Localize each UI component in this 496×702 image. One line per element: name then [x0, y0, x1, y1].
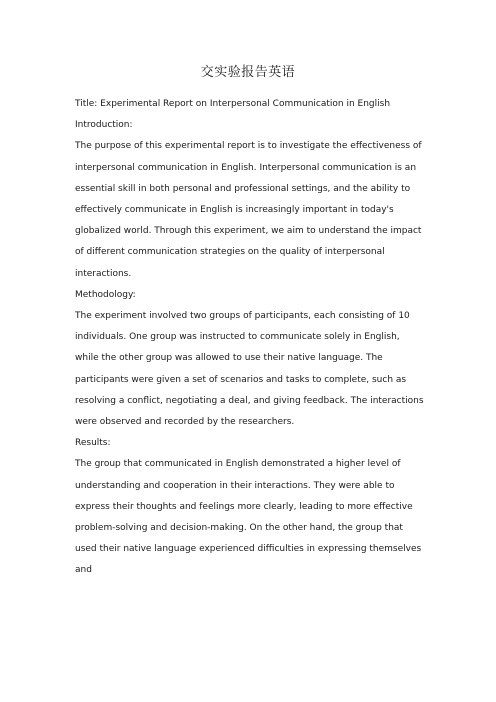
results-paragraph: The group that communicated in English demonstrated a higher level of understanding and cooperation in their interactions. They were able to express their thoughts and feelings more clearly, leading to more effective problem-solving and decision-making. On the other hand, the group that used their native language experienced difficulties in expressing themselves and	[75, 459, 422, 576]
title-line: Title: Experimental Report on Interpersonal Communication in English	[75, 99, 391, 109]
introduction-paragraph: The purpose of this experimental report is to investigate the effectiveness of interpersonal communication in English. Interpersonal communication is an essential skill in both personal and professional settings, and the ability to effectively communicate in English is increasingly important in today's globalized world. Through this experiment, we aim to understand the impact of different communication strategies on the quality of interpersonal interactions.	[75, 141, 422, 279]
section-heading-results: Results:	[75, 438, 111, 449]
section-heading-introduction: Introduction:	[75, 120, 133, 131]
section-heading-methodology: Methodology:	[75, 289, 136, 300]
document-body	[75, 94, 425, 582]
methodology-paragraph: The experiment involved two groups of participants, each consisting of 10 individuals. One group was instructed to communicate solely in English, while the other group was allowed to use their native language. The participants were given a set of scenarios and tasks to complete, such as resolving a conflict, negotiating a deal, and giving feedback. The interactions were observed and recorded by the researchers.	[75, 311, 424, 428]
document-heading: 交实验报告英语	[200, 65, 296, 80]
